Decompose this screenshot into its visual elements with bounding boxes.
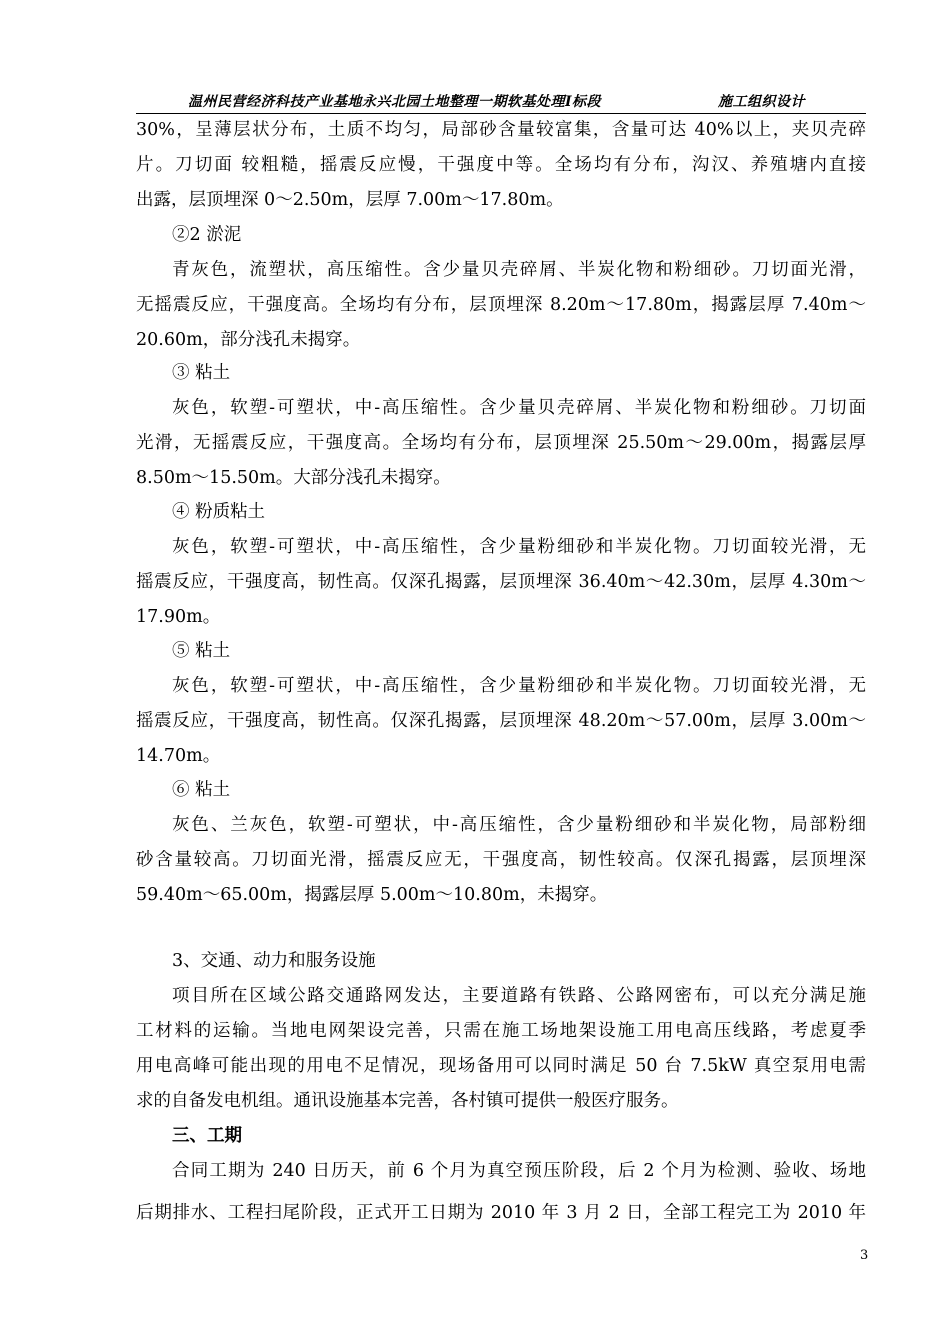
- body-line: 项目所在区域公路交通路网发达，主要道路有铁路、公路网密布，可以充分满足施: [172, 986, 866, 1006]
- body-line: 片。刀切面 较粗糙，摇震反应慢，干强度中等。全场均有分布，沟汉、养殖塘内直接: [136, 155, 866, 175]
- body-line: 8.50m～15.50m。大部分浅孔未揭穿。: [136, 468, 451, 488]
- body-line: 用电高峰可能出现的用电不足情况，现场备用可以同时满足 50 台 7.5kW 真空泵用电需: [136, 1056, 866, 1076]
- body-line: 灰色，软塑-可塑状，中-高压缩性，含少量粉细砂和半炭化物。刀切面较光滑，无: [172, 537, 866, 557]
- section-heading: 3、交通、动力和服务设施: [172, 951, 376, 971]
- body-line: 14.70m。: [136, 746, 221, 766]
- body-line: 17.90m。: [136, 607, 221, 627]
- chapter-heading: 三、工期: [172, 1126, 242, 1146]
- body-line: 30%，呈薄层状分布，土质不均匀，局部砂含量较富集，含量可达 40%以上，夹贝壳碎: [136, 120, 866, 140]
- page-number: 3: [860, 1248, 869, 1263]
- body-line: 摇震反应，干强度高，韧性高。仅深孔揭露，层顶埋深 36.40m～42.30m，层厚 4.30m～: [136, 572, 866, 592]
- page-header: [136, 91, 866, 114]
- body-line: 灰色、兰灰色，软塑-可塑状，中-高压缩性，含少量粉细砂和半炭化物，局部粉细: [172, 815, 866, 835]
- header-section: 施工组织设计: [718, 94, 805, 110]
- body-line: 出露，层顶埋深 0～2.50m，层厚 7.00m～17.80m。: [136, 190, 564, 210]
- body-line: 无摇震反应，干强度高。全场均有分布，层顶埋深 8.20m～17.80m，揭露层厚 7.40m～: [136, 295, 866, 315]
- section-heading: ⑤ 粘土: [172, 641, 231, 661]
- section-heading: ⑥ 粘土: [172, 780, 231, 800]
- body-line: 光滑，无摇震反应，干强度高。全场均有分布，层顶埋深 25.50m～29.00m，揭露层厚: [136, 433, 866, 453]
- section-heading: ②2 淤泥: [172, 225, 242, 245]
- body-line: 59.40m～65.00m，揭露层厚 5.00m～10.80m，未揭穿。: [136, 885, 608, 905]
- body-line: 青灰色，流塑状，高压缩性。含少量贝壳碎屑、半炭化物和粉细砂。刀切面光滑，: [172, 260, 866, 280]
- body-line: 灰色，软塑-可塑状，中-高压缩性，含少量粉细砂和半炭化物。刀切面较光滑，无: [172, 676, 866, 696]
- header-title: 温州民营经济科技产业基地永兴北园土地整理一期软基处理Ⅰ标段: [188, 94, 602, 110]
- body-line: 后期排水、工程扫尾阶段，正式开工日期为 2010 年 3 月 2 日，全部工程完工为 2010 年: [136, 1203, 866, 1223]
- body-line: 摇震反应，干强度高，韧性高。仅深孔揭露，层顶埋深 48.20m～57.00m，层厚 3.00m～: [136, 711, 866, 731]
- body-line: 砂含量较高。刀切面光滑，摇震反应无，干强度高，韧性较高。仅深孔揭露，层顶埋深: [136, 850, 866, 870]
- body-line: 工材料的运输。当地电网架设完善，只需在施工场地架设施工用电高压线路，考虑夏季: [136, 1021, 866, 1041]
- section-heading: ③ 粘土: [172, 363, 231, 383]
- body-line: 合同工期为 240 日历天，前 6 个月为真空预压阶段，后 2 个月为检测、验收、场地: [172, 1161, 866, 1181]
- body-line: 灰色，软塑-可塑状，中-高压缩性。含少量贝壳碎屑、半炭化物和粉细砂。刀切面: [172, 398, 866, 418]
- section-heading: ④ 粉质粘土: [172, 502, 266, 522]
- body-line: 求的自备发电机组。通讯设施基本完善，各村镇可提供一般医疗服务。: [136, 1091, 679, 1111]
- body-line: 20.60m，部分浅孔未揭穿。: [136, 330, 361, 350]
